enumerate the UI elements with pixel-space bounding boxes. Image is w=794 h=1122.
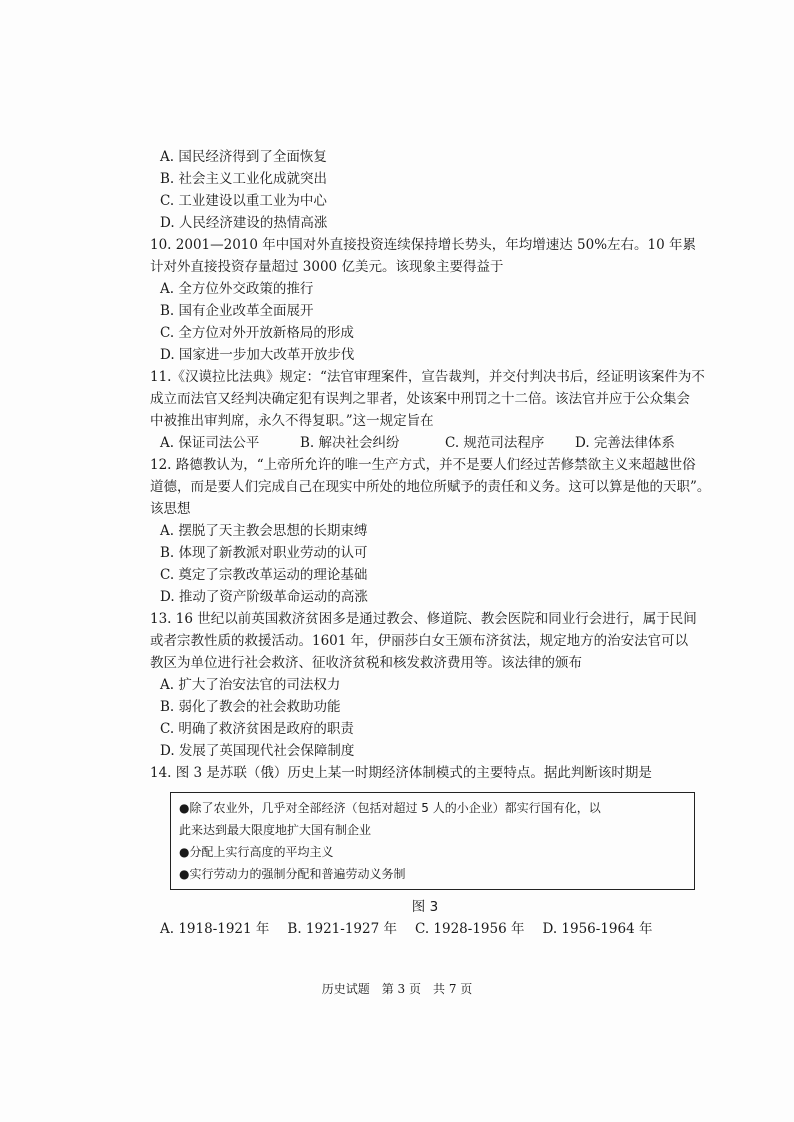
q13-stem-line-3: 教区为单位进行社会救济、征收济贫税和核发救济费用等。该法律的颁布 <box>150 655 582 671</box>
figure-3-line-2: 此来达到最大限度地扩大国有制企业 <box>179 823 372 837</box>
q10-option-d: D. 国家进一步加大改革开放步伐 <box>160 347 355 363</box>
q12-option-b: B. 体现了新教派对职业劳动的认可 <box>160 545 368 561</box>
q11-option-c: C. 规范司法程序 <box>445 435 545 451</box>
page-content <box>150 146 711 940</box>
q14-option-c: C. 1928-1956 年 <box>414 921 525 937</box>
figure-3-line-3: ●分配上实行高度的平均主义 <box>179 845 334 859</box>
q11-stem-line-1: 11.《汉谟拉比法典》规定：“法官审理案件，宣告裁判，并交付判决书后，经证明该案件为不 <box>150 369 705 385</box>
q12-stem-line-2: 道德，而是要人们完成自己在现实中所处的地位所赋予的责任和义务。这可以算是他的天职”。 <box>150 479 711 495</box>
q9-option-d: D. 人民经济建设的热情高涨 <box>160 215 328 231</box>
q13-option-d: D. 发展了英国现代社会保障制度 <box>160 743 355 759</box>
q14-stem: 14. 图 3 是苏联（俄）历史上某一时期经济体制模式的主要特点。据此判断该时期是 <box>150 765 652 781</box>
q10-option-c: C. 全方位对外开放新格局的形成 <box>160 325 354 341</box>
page-footer: 历史试题 第 3 页 共 7 页 <box>321 982 473 996</box>
q12-option-a: A. 摆脱了天主教会思想的长期束缚 <box>160 523 368 539</box>
figure-3-box <box>170 792 695 890</box>
q13-option-c: C. 明确了救济贫困是政府的职责 <box>160 721 354 737</box>
question-10 <box>150 234 697 278</box>
question-14 <box>150 762 690 784</box>
q11-option-b: B. 解决社会纠纷 <box>300 435 400 451</box>
q11-stem-line-3: 中被推出审判席，永久不得复职。”这一规定旨在 <box>150 413 434 429</box>
q12-option-d: D. 推动了资产阶级革命运动的高涨 <box>160 589 368 605</box>
q13-option-a: A. 扩大了治安法官的司法权力 <box>160 677 341 693</box>
q10-options <box>160 278 690 366</box>
q12-stem-line-3: 该思想 <box>150 501 191 517</box>
q9-option-c: C. 工业建设以重工业为中心 <box>160 193 327 209</box>
q13-option-b: B. 弱化了教会的社会救助功能 <box>160 699 341 715</box>
q14-option-b: B. 1921-1927 年 <box>287 921 397 937</box>
q12-stem-line-1: 12. 路德教认为，“上帝所允许的唯一生产方式，并不是要人们经过苦修禁欲主义来超越世俗 <box>150 457 696 473</box>
q11-option-d: D. 完善法律体系 <box>575 435 675 451</box>
q12-options <box>160 520 690 608</box>
q11-stem-line-2: 成立而法官又经判决确定犯有误判之罪者，处该案中刑罚之十二倍。该法官并应于公众集会 <box>150 391 690 407</box>
q12-option-c: C. 奠定了宗教改革运动的理论基础 <box>160 567 368 583</box>
figure-3-line-1: ●除了农业外，几乎对全部经济（包括对超过 5 人的小企业）都实行国有化，以 <box>179 801 601 815</box>
q10-option-a: A. 全方位外交政策的推行 <box>160 281 314 297</box>
figure-3-caption: 图 3 <box>411 899 439 915</box>
q13-options <box>160 674 690 762</box>
q10-stem-line-1: 10. 2001—2010 年中国对外直接投资连续保持增长势头，年均增速达 50%左右。10 年累 <box>150 237 697 253</box>
q9-option-b: B. 社会主义工业化成就突出 <box>160 171 328 187</box>
q14-options <box>160 918 690 940</box>
q13-stem-line-1: 13. 16 世纪以前英国救济贫困多是通过教会、修道院、教会医院和同业行会进行，属于民间 <box>150 611 697 627</box>
q14-option-d: D. 1956-1964 年 <box>542 921 653 937</box>
q11-option-a: A. 保证司法公平 <box>160 435 260 451</box>
question-13 <box>150 608 697 674</box>
q11-options <box>160 432 690 454</box>
figure-3-line-4: ●实行劳动力的强制分配和普遍劳动义务制 <box>179 867 406 881</box>
q9-options <box>160 146 690 234</box>
q13-stem-line-2: 或者宗教性质的救援活动。1601 年，伊丽莎白女王颁布济贫法，规定地方的治安法官可以 <box>150 633 689 649</box>
question-11 <box>150 366 705 432</box>
q14-option-a: A. 1918-1921 年 <box>160 921 270 937</box>
q9-option-a: A. 国民经济得到了全面恢复 <box>160 149 327 165</box>
q10-stem-line-2: 计对外直接投资存量超过 3000 亿美元。该现象主要得益于 <box>150 259 504 275</box>
q10-option-b: B. 国有企业改革全面展开 <box>160 303 314 319</box>
question-12 <box>150 454 711 520</box>
